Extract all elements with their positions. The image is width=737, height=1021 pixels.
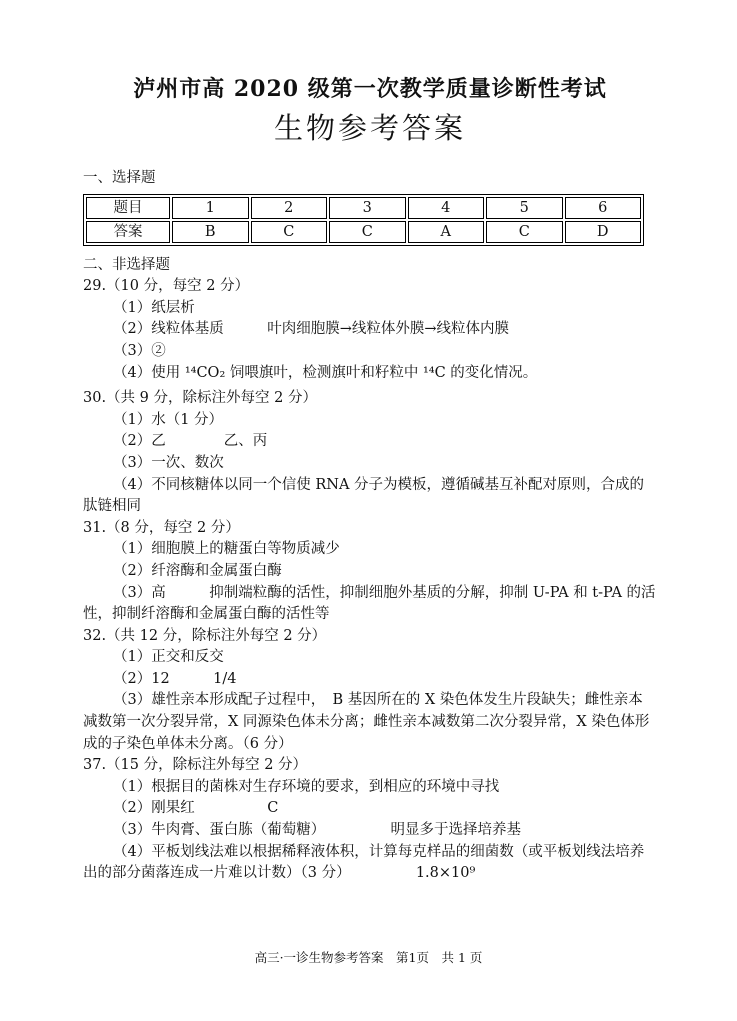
answer-line: （3）② (113, 342, 166, 359)
question-37 (83, 755, 657, 885)
answer-line: （4）使用 ¹⁴CO₂ 饲喂旗叶，检测旗叶和籽粒中 ¹⁴C 的变化情况。 (113, 364, 538, 381)
table-row-answers (86, 221, 641, 243)
answer-line: （2）刚果红 C (113, 800, 279, 817)
answer-line: （4）不同核糖体以同一个信使 RNA 分子为模板，遵循碱基互补配对原则，合成的肽链相同 (83, 476, 645, 515)
question-30 (83, 388, 657, 518)
question-heading: 29.（10 分，每空 2 分） (83, 278, 250, 295)
answer-line: （3）牛肉膏、蛋白胨（葡萄糖） 明显多于选择培养基 (113, 822, 521, 839)
document-title: 泸州市高 2020 级第一次教学质量诊断性考试 (133, 76, 607, 102)
answer-line: （2）线粒体基质 叶肉细胞膜→线粒体外膜→线粒体内膜 (113, 321, 510, 338)
table-cell-answer: B (172, 221, 249, 243)
question-32 (83, 626, 657, 756)
table-cell-answer: C (486, 221, 563, 243)
answer-line: （1）根据目的菌株对生存环境的要求，到相应的环境中寻找 (113, 778, 500, 795)
question-heading: 37.（15 分，除标注外每空 2 分） (83, 757, 308, 774)
question-31 (83, 518, 657, 626)
table-cell-answer: C (251, 221, 328, 243)
table-cell-qnum: 2 (251, 197, 328, 219)
table-cell-qnum: 5 (486, 197, 563, 219)
question-heading: 30.（共 9 分，除标注外每空 2 分） (83, 390, 317, 407)
answer-line: （1）细胞膜上的糖蛋白等物质减少 (113, 541, 340, 558)
section-heading-choice: 一、选择题 (83, 170, 156, 186)
answer-line: （1）水（1 分） (113, 411, 224, 428)
answer-line: （3）雄性亲本形成配子过程中， B 基因所在的 X 染色体发生片段缺失；雌性亲本减数第一次分裂异常，X 同源染色体未分离；雌性亲本减数第二次分裂异常，X 染色体形成的子染色单体未分离。（6 分） (83, 692, 650, 752)
answer-line: （3）一次、数次 (113, 454, 224, 471)
document-subtitle: 生物参考答案 (273, 111, 466, 145)
table-cell-answer: D (565, 221, 642, 243)
table-cell-qnum: 1 (172, 197, 249, 219)
question-29 (83, 276, 657, 384)
answer-line: （3）高 抑制端粒酶的活性，抑制细胞外基质的分解，抑制 U-PA 和 t-PA 的活性，抑制纤溶酶和金属蛋白酶的活性等 (83, 584, 656, 623)
section-heading-non-choice: 二、非选择题 (83, 256, 170, 273)
choice-answer-table (83, 194, 644, 246)
answer-line: （1）纸层析 (113, 299, 195, 316)
table-cell-qnum: 6 (565, 197, 642, 219)
page-footer: 高三·一诊生物参考答案 第1页 共 1 页 (254, 950, 483, 965)
answer-line: （4）平板划线法难以根据稀释液体积，计算每克样品的细菌数（或平板划线法培养出的部分菌落连成一片难以计数）（3 分） 1.8×10⁹ (83, 843, 645, 882)
table-cell-label: 答案 (86, 221, 170, 243)
table-cell-qnum: 3 (329, 197, 406, 219)
question-heading: 32.（共 12 分，除标注外每空 2 分） (83, 627, 327, 644)
answer-line: （1）正交和反交 (113, 649, 224, 666)
question-heading: 31.（8 分，每空 2 分） (83, 519, 240, 536)
table-cell-answer: A (408, 221, 485, 243)
table-cell-qnum: 4 (408, 197, 485, 219)
table-cell-answer: C (329, 221, 406, 243)
answer-line: （2）纤溶酶和金属蛋白酶 (113, 562, 282, 579)
answer-line: （2）乙 乙、丙 (113, 433, 268, 450)
table-cell-label: 题目 (86, 197, 170, 219)
answer-line: （2）12 1/4 (113, 670, 237, 687)
table-row-questions (86, 197, 641, 219)
